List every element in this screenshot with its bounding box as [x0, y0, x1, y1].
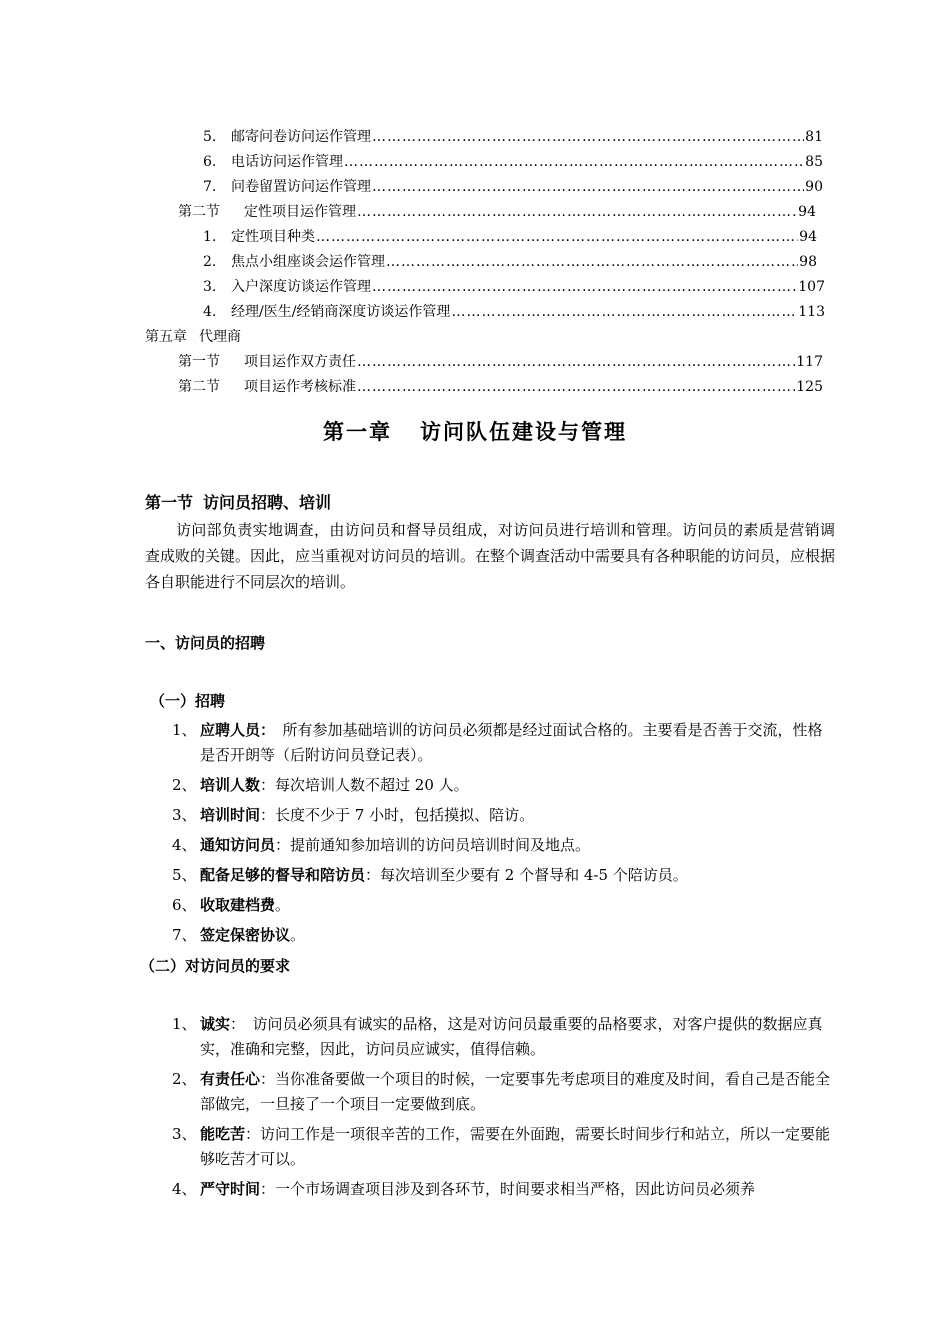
toc-entry-title: 定性项目运作管理: [244, 204, 356, 220]
list-item-text: ： 访问员必须具有诚实的品格，这是对访问员最重要的品格要求，对客户提供的数据应真实，准确和完整，因此，访问员应诚实，值得信赖。: [200, 1015, 823, 1058]
toc-entry-title: 电话访问运作管理: [231, 154, 343, 170]
list-item-text: ：当你准备要做一个项目的时候，一定要事先考虑项目的难度及时间，看自己是否能全部做完，一旦接了一个项目一定要做到底。: [200, 1070, 831, 1113]
list-item: [172, 773, 834, 798]
list-item-label: 能吃苦: [200, 1125, 246, 1143]
list-item-label: 配备足够的督导和陪访员: [200, 866, 366, 884]
toc-entry-title: 经理/医生/经销商深度访谈运作管理: [231, 304, 451, 320]
toc-entry: [203, 126, 823, 148]
list-item-number: 5、: [172, 866, 197, 884]
subheading-requirements: （二）对访问员的要求: [140, 957, 291, 975]
toc-leader-dots: [357, 201, 797, 223]
toc-leader-dots: [357, 376, 795, 398]
list-item-label: 培训时间: [200, 806, 261, 824]
list-item-text: 。: [290, 926, 306, 944]
list-item-label: 诚实: [200, 1015, 231, 1033]
subheading-recruit: （一）招聘: [150, 692, 226, 710]
toc-entry: [203, 251, 817, 273]
toc-entry-page: 94: [798, 204, 816, 220]
toc-leader-dots: [372, 176, 804, 198]
intro-paragraph: 访问部负责实地调查，由访问员和督导员组成，对访问员进行培训和管理。访问员的素质是营销调查成败的关键。因此，应当重视对访问员的培训。在整个调查活动中需要具有各种职能的访问员，应根据各自职能进行不同层次的培训。: [145, 521, 836, 591]
toc-entry-number: 第二节: [178, 379, 220, 395]
chapter-title: 访问队伍建设与管理: [420, 419, 627, 444]
section-label: 第一节: [145, 493, 194, 512]
list-item-number: 2、: [172, 1070, 197, 1088]
toc-entry-number: 第五章: [145, 329, 187, 345]
toc-entry-title: 代理商: [199, 329, 241, 345]
list-item-number: 3、: [172, 1125, 197, 1143]
list-item-label: 应聘人员：: [200, 721, 268, 739]
toc-entry: [203, 276, 825, 298]
list-item: [172, 803, 834, 828]
list-item-text: ：一个市场调查项目涉及到各环节，时间要求相当严格，因此访问员必须养: [260, 1180, 756, 1198]
list-item-label: 签定保密协议: [200, 926, 291, 944]
list-item-number: 7、: [172, 926, 197, 944]
chapter-heading: [0, 416, 950, 446]
toc-entry-number: 5.: [203, 129, 217, 145]
toc-entry-page: 125: [796, 379, 823, 395]
toc-entry-page: 85: [805, 154, 823, 170]
toc-entry: [178, 376, 823, 398]
toc-entry-number: 6.: [203, 154, 217, 170]
list-item-number: 6、: [172, 896, 197, 914]
toc-entry-title: 项目运作考核标准: [244, 379, 356, 395]
toc-entry-page: 98: [799, 254, 817, 270]
toc-entry-number: 3.: [203, 279, 217, 295]
toc-leader-dots: [344, 151, 804, 173]
list-item-label: 培训人数: [200, 776, 261, 794]
list-item-text: 。: [275, 896, 291, 914]
list-item-label: 有责任心: [200, 1070, 261, 1088]
toc-entry: [203, 301, 825, 323]
list-item: [172, 1012, 834, 1062]
list-item-text: ：长度不少于 7 小时，包括摸拟、陪访。: [260, 806, 535, 824]
toc-entry-title: 定性项目种类: [231, 229, 315, 245]
toc-entry-page: 113: [798, 304, 825, 320]
list-item-label: 收取建档费: [200, 896, 276, 914]
list-item-number: 2、: [172, 776, 197, 794]
toc-leader-dots: [372, 126, 804, 148]
toc-entry: [178, 351, 823, 373]
toc-entry-page: 90: [805, 179, 823, 195]
toc-entry-title: 项目运作双方责任: [244, 354, 356, 370]
toc-entry-title: 焦点小组座谈会运作管理: [231, 254, 385, 270]
toc-leader-dots: [357, 351, 795, 373]
list-item: [172, 833, 834, 858]
toc-entry-title: 入户深度访谈运作管理: [231, 279, 371, 295]
toc-entry-number: 2.: [203, 254, 217, 270]
toc-leader-dots: [386, 251, 798, 273]
heading-recruitment: 一、访问员的招聘: [145, 634, 266, 652]
toc-entry-number: 1.: [203, 229, 217, 245]
list-item-text: ：每次培训人数不超过 20 人。: [260, 776, 469, 794]
toc-chapter: [145, 326, 445, 348]
toc-entry-number: 第二节: [178, 204, 220, 220]
list-item-text: ：每次培训至少要有 2 个督导和 4-5 个陪访员。: [365, 866, 688, 884]
toc-leader-dots: [316, 226, 798, 248]
toc-entry-page: 81: [805, 129, 823, 145]
list-item-number: 1、: [172, 1015, 197, 1033]
toc-entry-page: 94: [799, 229, 817, 245]
toc-entry-page: 107: [798, 279, 825, 295]
list-item-text: ：提前通知参加培训的访问员培训时间及地点。: [275, 836, 591, 854]
list-item-number: 4、: [172, 1180, 197, 1198]
section-title: 访问员招聘、培训: [203, 493, 332, 512]
list-item: [172, 923, 834, 948]
toc-leader-dots: [372, 276, 797, 298]
list-item: [172, 1067, 834, 1117]
list-item: [172, 863, 834, 888]
list-item: [172, 1122, 834, 1172]
list-item-label: 通知访问员: [200, 836, 276, 854]
toc-entry: [178, 201, 816, 223]
list-item-number: 4、: [172, 836, 197, 854]
list-item: [172, 1177, 834, 1202]
toc-entry-number: 7.: [203, 179, 217, 195]
list-item-number: 3、: [172, 806, 197, 824]
list-item-text: 所有参加基础培训的访问员必须都是经过面试合格的。主要看是否善于交流，性格是否开朗等（后附访问员登记表）。: [200, 721, 823, 764]
toc-entry-title: 问卷留置访问运作管理: [231, 179, 371, 195]
toc-entry-title: 邮寄问卷访问运作管理: [231, 129, 371, 145]
list-item: [172, 893, 834, 918]
toc-entry-page: 117: [796, 354, 823, 370]
list-item: [172, 718, 834, 768]
toc-leader-dots: [451, 301, 797, 323]
toc-entry-number: 第一节: [178, 354, 220, 370]
toc-entry: [203, 226, 817, 248]
chapter-label: 第一章: [323, 419, 392, 444]
list-item-label: 严守时间: [200, 1180, 261, 1198]
section-heading: [145, 490, 331, 513]
toc-entry-number: 4.: [203, 304, 217, 320]
list-item-number: 1、: [172, 721, 197, 739]
toc-entry: [203, 176, 823, 198]
toc-entry: [203, 151, 823, 173]
list-item-text: ：访问工作是一项很辛苦的工作，需要在外面跑，需要长时间步行和站立，所以一定要能够吃苦才可以。: [200, 1125, 831, 1168]
